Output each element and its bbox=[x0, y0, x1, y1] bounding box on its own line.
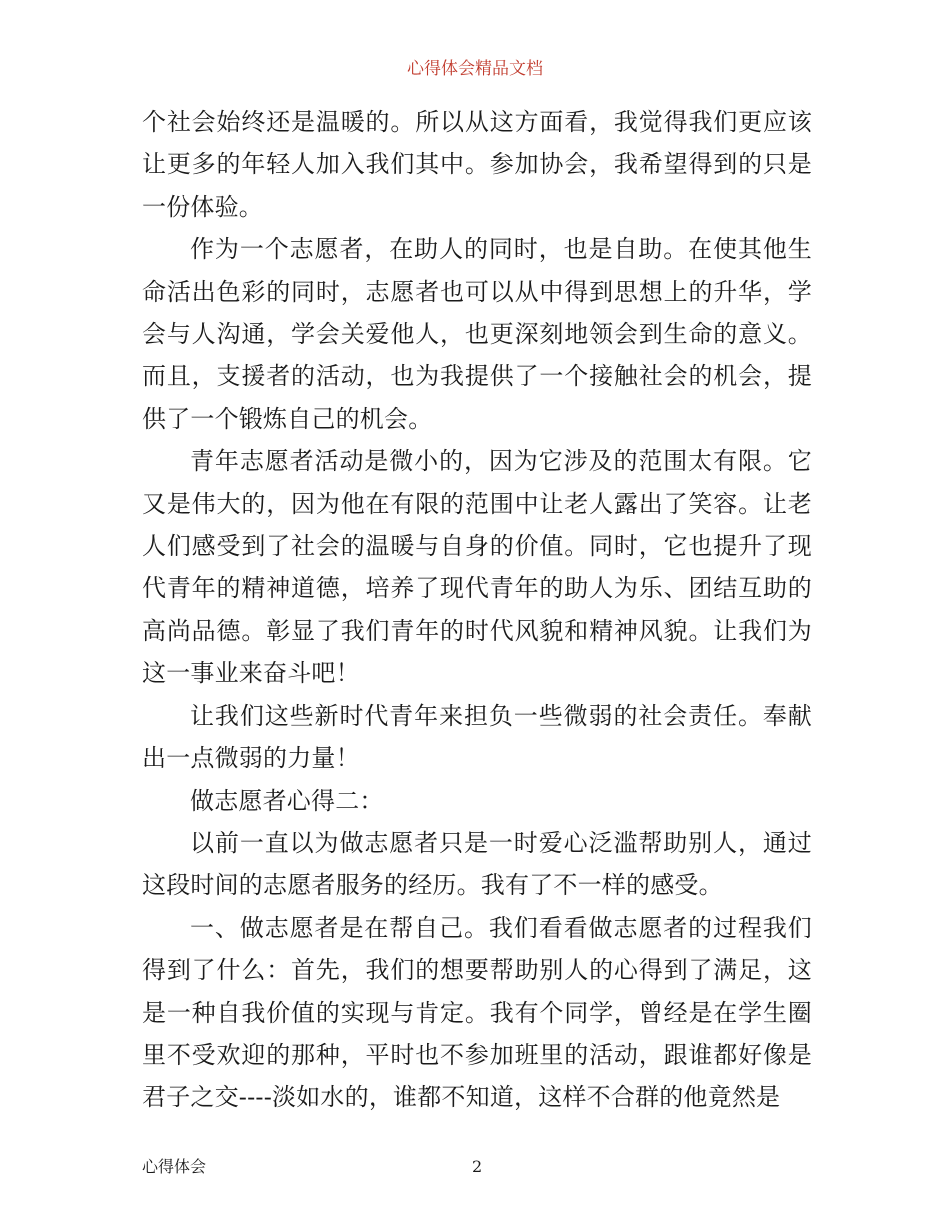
page-number: 2 bbox=[472, 1157, 483, 1176]
page-header-title: 心得体会精品文档 bbox=[407, 59, 543, 79]
section-heading: 做志愿者心得二： bbox=[190, 786, 384, 815]
paragraph-5: 以前一直以为做志愿者只是一时爱心泛滥帮助别人，通过这段时间的志愿者服务的经历。我有了不一样的感受。 bbox=[142, 828, 812, 900]
document-body bbox=[142, 101, 812, 1119]
page-footer bbox=[142, 1155, 812, 1179]
footer-label: 心得体会 bbox=[142, 1157, 207, 1176]
paragraph-6: 一、做志愿者是在帮自己。我们看看做志愿者的过程我们得到了什么：首先，我们的想要帮助别人的心得到了满足，这是一种自我价值的实现与肯定。我有个同学，曾经是在学生圈里不受欢迎的那种，平时也不参加班里的活动，跟谁都好像是君子之交----淡如水的，谁都不知道，这样不合群的他竟然是 bbox=[142, 913, 812, 1112]
paragraph-2: 作为一个志愿者，在助人的同时，也是自助。在使其他生命活出色彩的同时，志愿者也可以从中得到思想上的升华，学会与人沟通，学会关爱他人，也更深刻地领会到生命的意义。而且，支援者的活动，也为我提供了一个接触社会的机会，提供了一个锻炼自己的机会。 bbox=[142, 235, 812, 433]
paragraph-1: 个社会始终还是温暖的。所以从这方面看，我觉得我们更应该让更多的年轻人加入我们其中。参加协会，我希望得到的只是一份体验。 bbox=[142, 108, 812, 221]
paragraph-3: 青年志愿者活动是微小的，因为它涉及的范围太有限。它又是伟大的，因为他在有限的范围中让老人露出了笑容。让老人们感受到了社会的温暖与自身的价值。同时，它也提升了现代青年的精神道德，培养了现代青年的助人为乐、团结互助的高尚品德。彰显了我们青年的时代风貌和精神风貌。让我们为这一事业来奋斗吧！ bbox=[142, 447, 812, 688]
paragraph-4: 让我们这些新时代青年来担负一些微弱的社会责任。奉献出一点微弱的力量！ bbox=[142, 701, 812, 773]
